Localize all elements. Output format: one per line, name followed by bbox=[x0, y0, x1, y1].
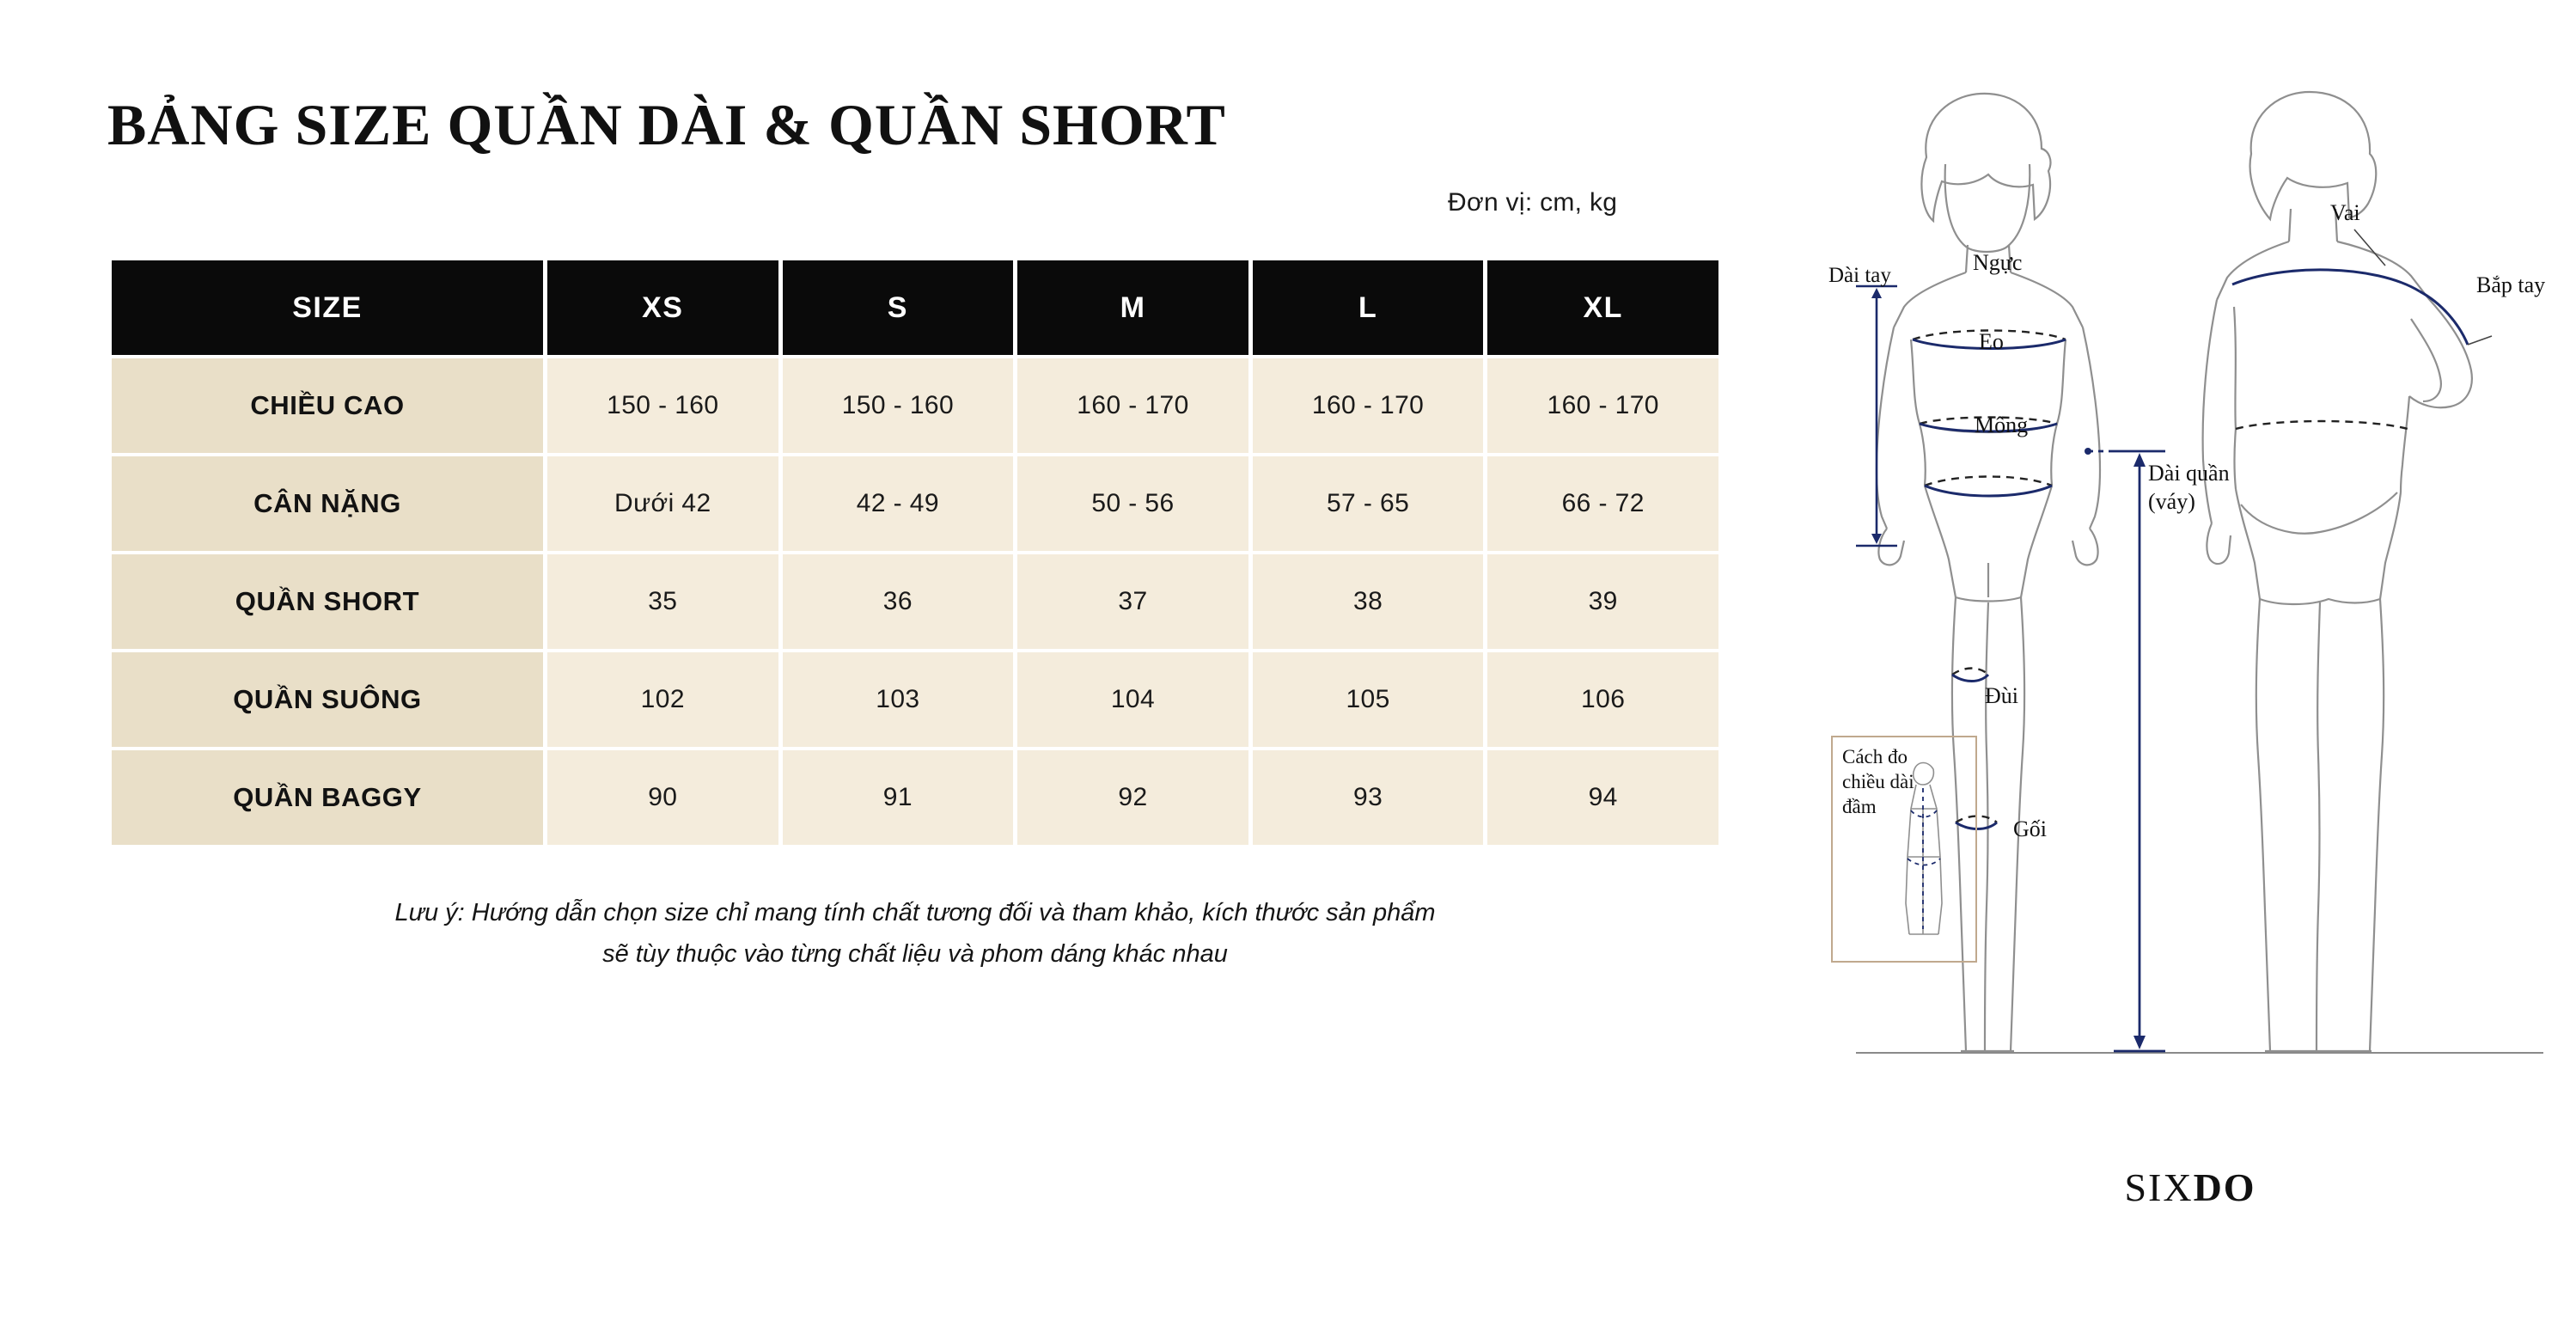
cell-height-xl: 160 - 170 bbox=[1487, 358, 1718, 453]
cell-straight-s: 103 bbox=[783, 652, 1014, 747]
row-label-shorts: QUẦN SHORT bbox=[112, 554, 543, 649]
brand-part-2: DO bbox=[2193, 1165, 2256, 1209]
row-label-weight: CÂN NẶNG bbox=[112, 456, 543, 551]
cell-baggy-xs: 90 bbox=[547, 750, 778, 845]
cell-shorts-s: 36 bbox=[783, 554, 1014, 649]
cell-straight-l: 105 bbox=[1253, 652, 1484, 747]
cell-weight-l: 57 - 65 bbox=[1253, 456, 1484, 551]
cell-weight-s: 42 - 49 bbox=[783, 456, 1014, 551]
label-arm-length: Dài tay bbox=[1828, 264, 1891, 287]
cell-weight-xs: Dưới 42 bbox=[547, 456, 778, 551]
hip-line bbox=[1925, 486, 2052, 496]
label-pant-length-main: Dài quần bbox=[2148, 461, 2230, 486]
cell-height-l: 160 - 170 bbox=[1253, 358, 1484, 453]
page-title: BẢNG SIZE QUẦN DÀI & QUẦN SHORT bbox=[107, 92, 1226, 157]
back-blue-measures bbox=[2232, 270, 2468, 345]
cell-shorts-xl: 39 bbox=[1487, 554, 1718, 649]
cell-height-xs: 150 - 160 bbox=[547, 358, 778, 453]
cell-baggy-xl: 94 bbox=[1487, 750, 1718, 845]
column-header-xl: XL bbox=[1487, 260, 1718, 355]
table-header-row bbox=[112, 260, 1718, 355]
label-knee: Gối bbox=[2013, 816, 2047, 841]
body-figures-svg bbox=[1804, 82, 2576, 1130]
column-header-xs: XS bbox=[547, 260, 778, 355]
right-panel bbox=[1804, 0, 2576, 1333]
size-table bbox=[107, 257, 1723, 848]
brand-part-1: SIX bbox=[2124, 1165, 2194, 1209]
row-label-straight-pants: QUẦN SUÔNG bbox=[112, 652, 543, 747]
thigh-line bbox=[1952, 675, 1988, 682]
back-figure bbox=[2203, 92, 2472, 1051]
label-shoulder: Vai bbox=[2330, 200, 2360, 225]
front-figure bbox=[1877, 94, 2100, 1051]
row-label-baggy: QUẦN BAGGY bbox=[112, 750, 543, 845]
label-pant-length bbox=[2148, 460, 2230, 516]
cell-shorts-l: 38 bbox=[1253, 554, 1484, 649]
label-inset-caption: Cách đo chiều dài đầm bbox=[1842, 746, 1914, 817]
cell-weight-m: 50 - 56 bbox=[1017, 456, 1248, 551]
table-row bbox=[112, 750, 1718, 845]
column-header-m: M bbox=[1017, 260, 1248, 355]
shoulder-line bbox=[2232, 270, 2420, 291]
cell-straight-xs: 102 bbox=[547, 652, 778, 747]
unit-note: Đơn vị: cm, kg bbox=[1448, 188, 1618, 217]
table-row bbox=[112, 358, 1718, 453]
measurement-diagram bbox=[1804, 82, 2576, 1130]
footnote bbox=[107, 893, 1723, 975]
cell-baggy-s: 91 bbox=[783, 750, 1014, 845]
cell-baggy-l: 93 bbox=[1253, 750, 1484, 845]
row-label-height: CHIỀU CAO bbox=[112, 358, 543, 453]
column-header-s: S bbox=[783, 260, 1014, 355]
cell-straight-m: 104 bbox=[1017, 652, 1248, 747]
table-row bbox=[112, 652, 1718, 747]
arm-length-arrow bbox=[1856, 286, 1897, 546]
label-leaders bbox=[2354, 229, 2492, 345]
pant-length-arrow bbox=[2085, 448, 2165, 1051]
cell-shorts-m: 37 bbox=[1017, 554, 1248, 649]
cell-height-s: 150 - 160 bbox=[783, 358, 1014, 453]
back-dashed-measures bbox=[2236, 421, 2408, 429]
thigh-dashed bbox=[1952, 669, 1988, 676]
column-header-l: L bbox=[1253, 260, 1484, 355]
table-row bbox=[112, 554, 1718, 649]
label-upper-arm: Bắp tay bbox=[2476, 272, 2546, 297]
hip-dashed bbox=[1925, 477, 2052, 486]
table-row bbox=[112, 456, 1718, 551]
label-pant-length-sub: (váy) bbox=[2148, 488, 2195, 514]
back-waist-dashed bbox=[2236, 421, 2408, 429]
label-bust: Ngực bbox=[1973, 250, 2023, 275]
cell-weight-xl: 66 - 72 bbox=[1487, 456, 1718, 551]
footnote-line-2: sẽ tùy thuộc vào từng chất liệu và phom dáng khác nhau bbox=[602, 940, 1228, 969]
label-hip: Mông bbox=[1975, 413, 2029, 437]
footnote-line-1: Lưu ý: Hướng dẫn chọn size chỉ mang tính chất tương đối và tham khảo, kích thước sản phẩm bbox=[394, 899, 1436, 927]
cell-straight-xl: 106 bbox=[1487, 652, 1718, 747]
cell-height-m: 160 - 170 bbox=[1017, 358, 1248, 453]
brand-logo bbox=[1804, 1165, 2576, 1210]
column-header-size: SIZE bbox=[112, 260, 543, 355]
label-thigh: Đùi bbox=[1985, 683, 2018, 708]
cell-shorts-xs: 35 bbox=[547, 554, 778, 649]
cell-baggy-m: 92 bbox=[1017, 750, 1248, 845]
label-waist: Eo bbox=[1979, 329, 2004, 354]
